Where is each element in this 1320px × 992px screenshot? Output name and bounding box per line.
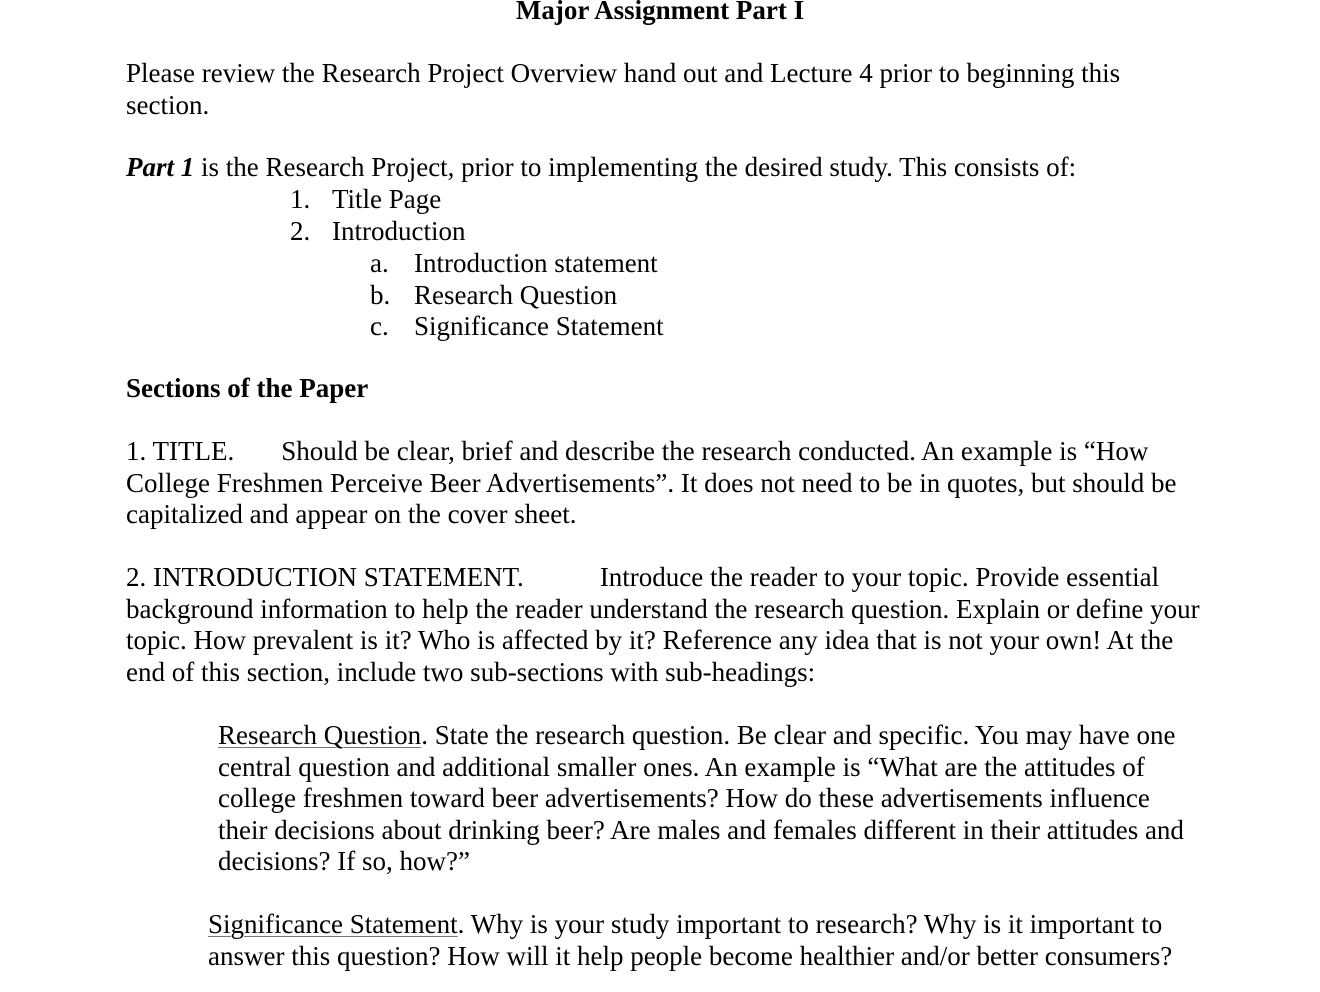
- list-marker: 1.: [290, 184, 311, 214]
- significance-statement-text: . Why is your study important to research? Why is it important to answer this question? How will it help people become healthier and/or better consumers?: [208, 909, 1173, 971]
- list-item-label: Title Page: [332, 184, 442, 214]
- significance-statement-paragraph: [208, 909, 1208, 972]
- part-one-text: is the Research Project, prior to implementing the desired study. This consists of:: [194, 152, 1077, 182]
- research-question-paragraph: [218, 720, 1198, 878]
- part-one-label: Part 1: [126, 152, 195, 182]
- title-section-text: Should be clear, brief and describe the research conducted. An example is “How College Freshmen Perceive Beer Advertisements”. It does not need to be in quotes, but should be capitalized and appear on the cover sheet.: [126, 436, 1177, 529]
- research-question-text: . State the research question. Be clear and specific. You may have one central question and additional smaller ones. An example is “What are the attitudes of college freshmen toward beer advertisements? How do these advertisements influence their decisions about drinking beer? Are males and females different in their attitudes and decisions? If so, how?”: [218, 720, 1184, 876]
- list-item-label: Significance Statement: [414, 311, 664, 341]
- list-item-label: Research Question: [414, 279, 618, 310]
- list-marker: 2.: [290, 215, 311, 246]
- intro-statement-text: Introduce the reader to your topic. Provide essential background information to help the reader understand the research question. Explain or define your topic. How prevalent is it? Who is affected by it? Reference any idea that is not your own! At the end of this section, include two sub-sections with sub-headings:: [126, 562, 1200, 687]
- part-one-paragraph: [126, 152, 1206, 184]
- intro-statement-label: 2. INTRODUCTION STATEMENT.: [126, 562, 524, 592]
- document-title: Major Assignment Part I: [515, 0, 805, 25]
- significance-statement-heading: Significance Statement: [208, 909, 458, 939]
- list-marker: c.: [370, 311, 389, 341]
- title-section-paragraph: [126, 436, 1206, 531]
- list-marker: b.: [370, 279, 391, 310]
- list-marker: a.: [370, 248, 389, 278]
- research-question-heading: Research Question: [218, 720, 422, 750]
- sections-heading: Sections of the Paper: [126, 373, 369, 403]
- intro-paragraph: Please review the Research Project Overview hand out and Lecture 4 prior to beginning this section.: [126, 58, 1121, 120]
- list-item-label: Introduction: [332, 215, 466, 246]
- list-item-label: Introduction statement: [414, 248, 658, 278]
- title-section-label: 1. TITLE.: [126, 436, 235, 466]
- intro-statement-paragraph: [126, 562, 1206, 688]
